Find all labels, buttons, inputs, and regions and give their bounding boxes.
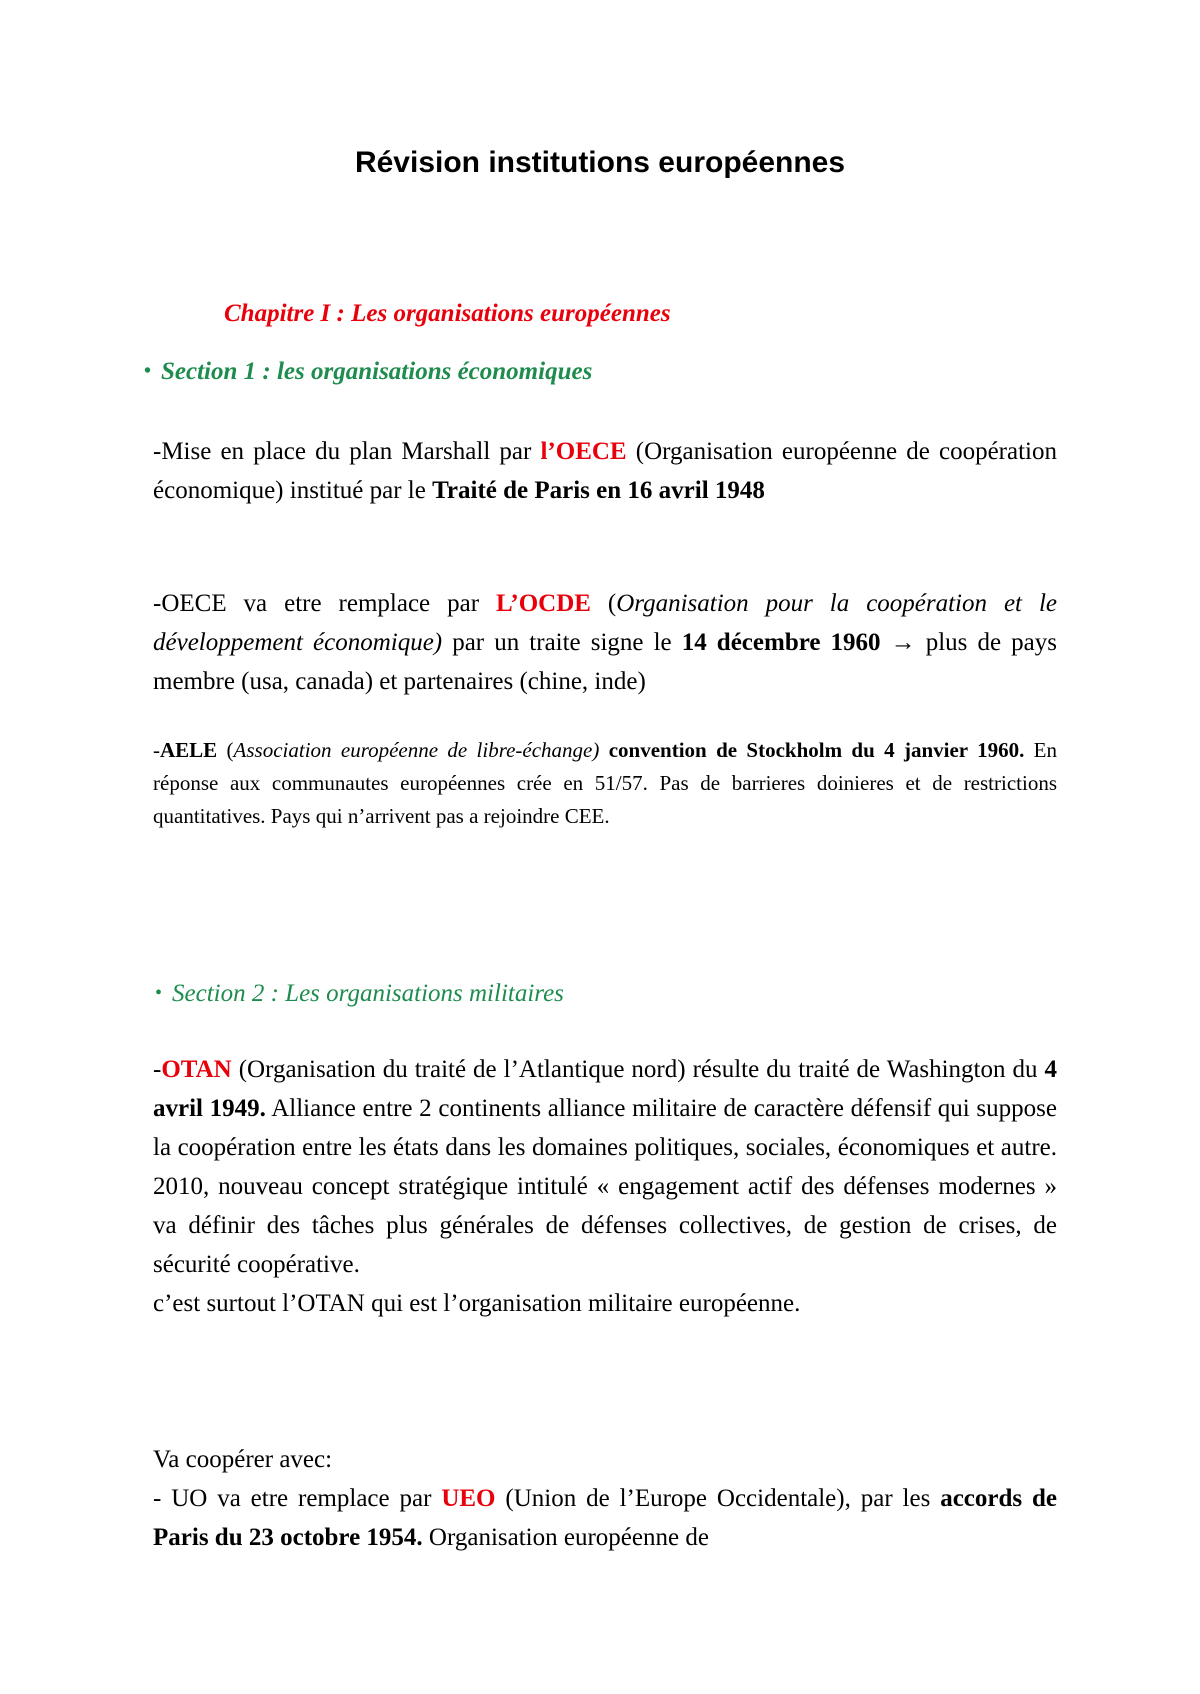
paragraph-ocde bbox=[153, 584, 1057, 701]
paragraph-aele bbox=[153, 734, 1057, 833]
text: (Union de l’Europe Occidentale), par les bbox=[495, 1485, 941, 1512]
text: plus de pays membre (usa, canada) et partenaires (chine, inde) bbox=[153, 629, 1057, 695]
paragraph-oece bbox=[153, 432, 1057, 510]
otan-conclusion: c’est surtout l’OTAN qui est l’organisation militaire européenne. bbox=[153, 1290, 801, 1317]
section-2-heading bbox=[155, 980, 564, 1008]
paragraph-otan bbox=[153, 1050, 1057, 1323]
section-2-title: Section 2 : Les organisations militaires bbox=[172, 980, 564, 1007]
chapter-heading: Chapitre I : Les organisations européennes bbox=[224, 300, 671, 327]
date-ocde: 14 décembre 1960 → bbox=[681, 629, 916, 656]
section-1-title: Section 1 : les organisations économiques bbox=[161, 358, 593, 385]
org-ocde: L’OCDE bbox=[495, 590, 591, 617]
org-oece: l’OECE bbox=[540, 438, 627, 465]
text: par un traite signe le bbox=[442, 629, 682, 656]
text: ( bbox=[590, 590, 617, 617]
text: Organisation européenne de bbox=[422, 1524, 709, 1551]
text: -OECE va etre remplace par bbox=[153, 590, 496, 617]
org-otan: OTAN bbox=[161, 1056, 232, 1083]
text: (Organisation européenne de coopération économique) institué par le bbox=[153, 438, 1057, 504]
ocde-full-name: Organisation pour la coopération et le développement économique) bbox=[153, 590, 1058, 656]
org-ueo: UEO bbox=[441, 1485, 496, 1512]
date-ueo: accords de Paris du 23 octobre 1954. bbox=[153, 1485, 1058, 1551]
bullet-icon: • bbox=[155, 982, 163, 1004]
org-aele: AELE bbox=[160, 738, 218, 762]
text: - bbox=[153, 738, 160, 762]
paragraph-ueo bbox=[153, 1440, 1057, 1557]
text: (Organisation du traité de l’Atlantique nord) résulte du traité de Washington du bbox=[231, 1056, 1045, 1083]
convention-stockholm: convention de Stockholm du 4 janvier 1960. bbox=[599, 738, 1025, 762]
text: - UO va etre remplace par bbox=[153, 1485, 442, 1512]
text: - bbox=[153, 1056, 162, 1083]
text: -Mise en place du plan Marshall par bbox=[153, 438, 541, 465]
section-1-heading bbox=[144, 358, 592, 386]
cooperation-intro: Va coopérer avec: bbox=[153, 1446, 333, 1473]
text: En réponse aux communautes européennes crée en 51/57. Pas de barrieres doinieres et de restrictions quantitatives. Pays qui n’arrivent pas a rejoindre CEE. bbox=[153, 738, 1058, 828]
text: ( bbox=[217, 738, 234, 762]
date-otan: 4 avril 1949. bbox=[153, 1056, 1057, 1122]
document-title: Révision institutions européennes bbox=[354, 146, 846, 179]
aele-full-name: Association européenne de libre-échange) bbox=[233, 738, 600, 762]
date-traite-paris: Traité de Paris en 16 avril 1948 bbox=[432, 477, 765, 504]
text: Alliance entre 2 continents alliance militaire de caractère défensif qui suppose la coopération entre les états dans les domaines politiques, sociales, économiques et autre. 2010, nouveau concept stratégique intitulé « engagement actif des défenses modernes » va définir des tâches plus générales de défenses collectives, de gestion de crises, de sécurité coopérative. bbox=[153, 1095, 1057, 1278]
bullet-icon: • bbox=[144, 360, 152, 382]
